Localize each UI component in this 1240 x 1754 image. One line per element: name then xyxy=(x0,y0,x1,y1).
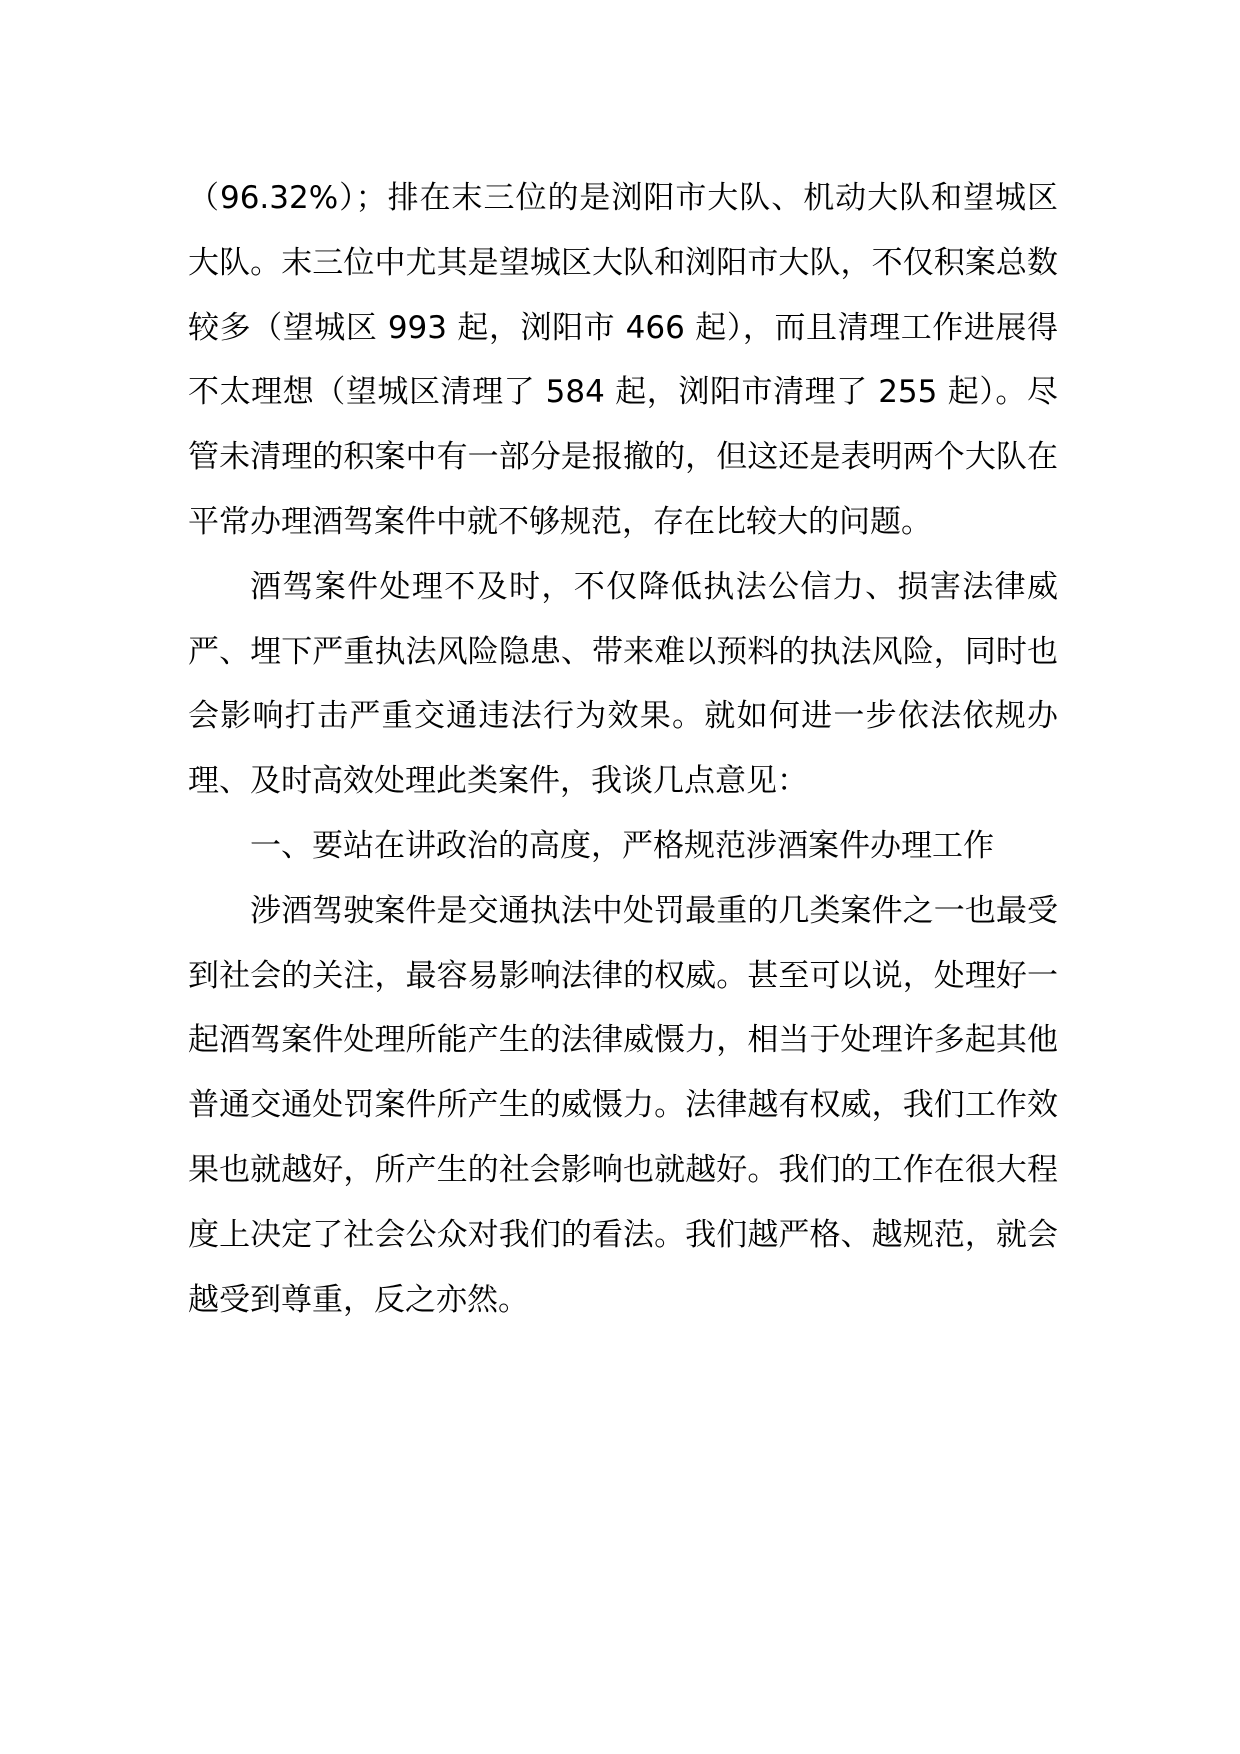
document-body xyxy=(188,166,1058,1332)
paragraph-timeliness: 酒驾案件处理不及时，不仅降低执法公信力、损害法律威严、埋下严重执法风险隐患、带来难以预料的执法风险，同时也会影响打击严重交通违法行为效果。就如何进一步依法依规办理、及时高效处理此类案件，我谈几点意见： xyxy=(188,568,1058,800)
paragraph-drunk-driving: 涉酒驾驶案件是交通执法中处罚最重的几类案件之一也最受到社会的关注，最容易影响法律的权威。甚至可以说，处理好一起酒驾案件处理所能产生的法律威慑力，相当于处理许多起其他普通交通处罚案件所产生的威慑力。法律越有权威，我们工作效果也就越好，所产生的社会影响也就越好。我们的工作在很大程度上决定了社会公众对我们的看法。我们越严格、越规范，就会越受到尊重，反之亦然。 xyxy=(188,892,1058,1318)
section-heading-1: 一、要站在讲政治的高度，严格规范涉酒案件办理工作 xyxy=(250,827,994,864)
paragraph-continuation: （96.32%）；排在末三位的是浏阳市大队、机动大队和望城区大队。末三位中尤其是望城区大队和浏阳市大队，不仅积案总数较多（望城区 993 起，浏阳市 466 起），而且清理工作进展得不太理想（望城区清理了 584 起，浏阳市清理了 255 起）。尽管未清理的积案中有一部分是报撤的，但这还是表明两个大队在平常办理酒驾案件中就不够规范，存在比较大的问题。 xyxy=(188,180,1058,540)
